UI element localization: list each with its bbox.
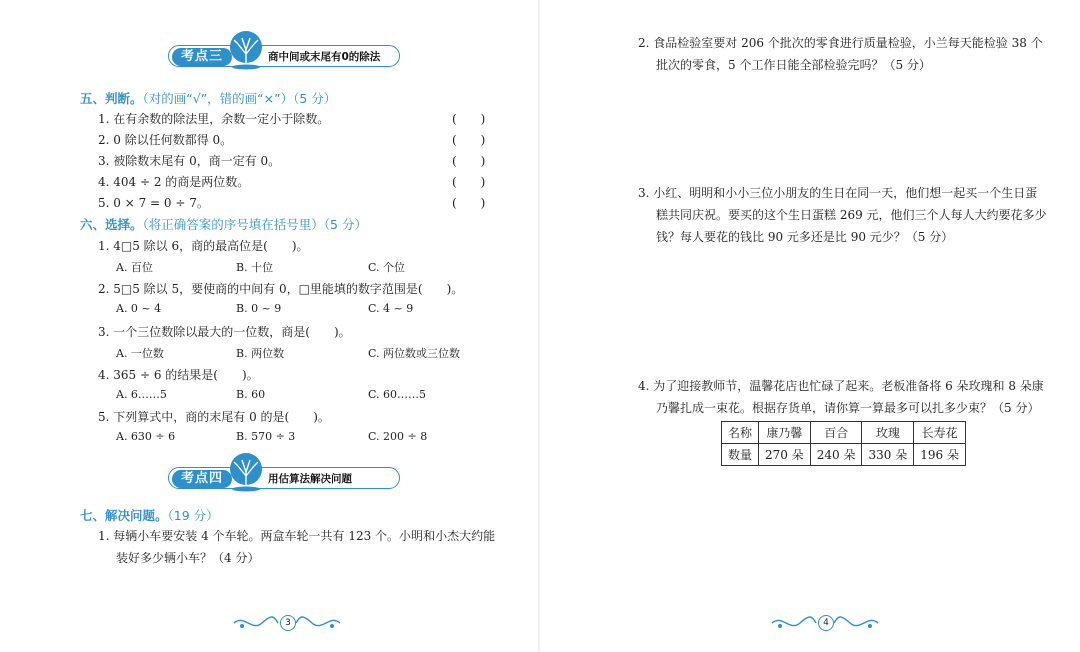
answer-blank[interactable]: ( )	[452, 154, 486, 168]
table-header-cell: 名称	[722, 422, 759, 444]
choice-question: 4. 365 ÷ 6 的结果是( )。	[98, 368, 259, 382]
section-note: （将正确答案的序号填在括号里）（5 分）	[142, 217, 367, 232]
page-number-ornament	[232, 612, 342, 634]
section-note: （对的画“√”，错的画“×”）（5 分）	[142, 91, 337, 106]
topic-banner-4	[168, 452, 400, 492]
choice-option-b[interactable]: B. 0 ~ 9	[236, 302, 282, 315]
table-header-cell: 长寿花	[914, 422, 966, 444]
section-5-heading	[80, 89, 336, 107]
choice-option-c[interactable]: C. 两位数或三位数	[368, 347, 461, 360]
table-header-row	[722, 422, 966, 444]
section-title: 七、解决问题。	[80, 508, 168, 523]
answer-blank[interactable]: ( )	[452, 196, 486, 210]
choice-option-c[interactable]: C. 60……5	[368, 388, 427, 401]
topic-badge: 考点三	[172, 48, 232, 66]
right-page	[540, 0, 1080, 652]
choice-option-a[interactable]: A. 百位	[116, 261, 153, 274]
choice-question: 3. 一个三位数除以最大的一位数，商是( )。	[98, 325, 351, 339]
problem-text: 1. 每辆小车要安装 4 个车轮。两盒车轮一共有 123 个。小明和小杰大约能	[98, 529, 496, 543]
choice-question: 2. 5□5 除以 5，要使商的中间有 0，□里能填的数字范围是( )。	[98, 282, 464, 296]
section-note: （19 分）	[167, 508, 219, 523]
problem-text: 糕共同庆祝。要买的这个生日蛋糕 269 元，他们三个人每人大约要花多少	[656, 208, 1047, 222]
choice-question: 1. 4□5 除以 6，商的最高位是( )。	[98, 239, 309, 253]
choice-option-c[interactable]: C. 200 ÷ 8	[368, 430, 428, 443]
table-cell: 数量	[722, 444, 759, 466]
section-6-heading	[80, 215, 367, 233]
judge-item: 4. 404 ÷ 2 的商是两位数。	[98, 175, 250, 189]
choice-option-b[interactable]: B. 60	[236, 388, 266, 401]
tree-icon	[224, 452, 268, 492]
section-title: 六、选择。	[80, 217, 143, 232]
choice-option-b[interactable]: B. 两位数	[236, 347, 285, 360]
problem-text: 批次的零食，5 个工作日能全部检验完吗？（5 分）	[656, 58, 931, 72]
topic-caption: 用估算法解决问题	[268, 473, 352, 485]
topic-caption: 商中间或末尾有0的除法	[268, 51, 381, 63]
problem-text: 3. 小红、明明和小小三位小朋友的生日在同一天，他们想一起买一个生日蛋	[638, 186, 1038, 200]
topic-banner-3	[168, 30, 400, 70]
section-7-heading	[80, 506, 219, 524]
topic-badge: 考点四	[172, 470, 232, 488]
choice-option-b[interactable]: B. 570 ÷ 3	[236, 430, 296, 443]
choice-option-b[interactable]: B. 十位	[236, 261, 274, 274]
problem-text: 装好多少辆小车？（4 分）	[116, 551, 260, 565]
page-number-ornament	[770, 612, 880, 634]
tree-icon	[224, 30, 268, 70]
table-header-cell: 康乃馨	[759, 422, 811, 444]
choice-option-a[interactable]: A. 6……5	[116, 388, 167, 401]
page-number: 3	[280, 615, 296, 631]
table-header-cell: 玫瑰	[862, 422, 914, 444]
flower-inventory-table	[721, 421, 966, 466]
judge-item: 5. 0 × 7 = 0 ÷ 7。	[98, 196, 209, 210]
table-cell: 240 朵	[810, 444, 862, 466]
choice-option-a[interactable]: A. 0 ~ 4	[116, 302, 162, 315]
table-cell: 196 朵	[914, 444, 966, 466]
answer-blank[interactable]: ( )	[452, 133, 486, 147]
section-title: 五、判断。	[80, 91, 143, 106]
choice-option-a[interactable]: A. 一位数	[116, 347, 164, 360]
table-header-cell: 百合	[810, 422, 862, 444]
answer-blank[interactable]: ( )	[452, 112, 486, 126]
judge-item: 1. 在有余数的除法里，余数一定小于除数。	[98, 112, 330, 126]
judge-item: 3. 被除数末尾有 0，商一定有 0。	[98, 154, 281, 168]
answer-blank[interactable]: ( )	[452, 175, 486, 189]
table-cell: 330 朵	[862, 444, 914, 466]
judge-item: 2. 0 除以任何数都得 0。	[98, 133, 233, 147]
choice-option-c[interactable]: C. 4 ~ 9	[368, 302, 414, 315]
page-number: 4	[818, 615, 834, 631]
table-row	[722, 444, 966, 466]
choice-option-c[interactable]: C. 个位	[368, 261, 406, 274]
choice-question: 5. 下列算式中，商的末尾有 0 的是( )。	[98, 410, 330, 424]
problem-text: 乃馨扎成一束花。根据存货单，请你算一算最多可以扎多少束？（5 分）	[656, 401, 1040, 415]
table-cell: 270 朵	[759, 444, 811, 466]
choice-option-a[interactable]: A. 630 ÷ 6	[116, 430, 176, 443]
problem-text: 2. 食品检验室要对 206 个批次的零食进行质量检验，小兰每天能检验 38 个	[638, 36, 1043, 50]
problem-text: 4. 为了迎接教师节，温馨花店也忙碌了起来。老板准备将 6 朵玫瑰和 8 朵康	[638, 379, 1044, 393]
problem-text: 钱？每人要花的钱比 90 元多还是比 90 元少？（5 分）	[656, 230, 954, 244]
